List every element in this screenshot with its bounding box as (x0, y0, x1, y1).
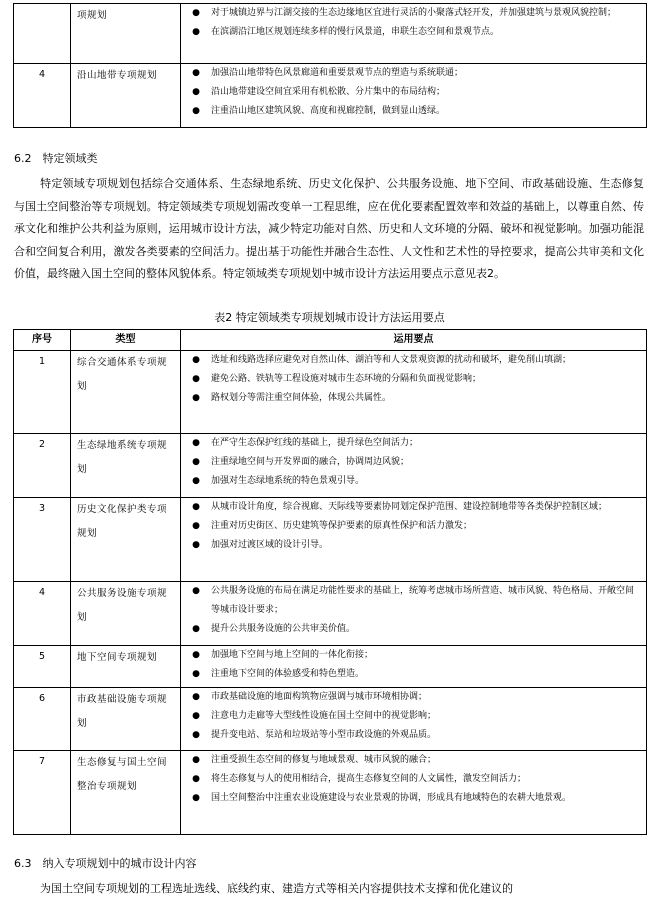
row-points (181, 646, 647, 688)
row-type: 历史文化保护类专项规划 (71, 498, 181, 582)
table-row (14, 688, 647, 751)
row-number: 7 (14, 751, 71, 835)
bullet-icon: ● (192, 355, 200, 365)
table-row (14, 4, 647, 64)
bullet-icon: ● (192, 106, 200, 116)
list-item: ● 注重绿地空间与开发界面的融合，协调周边风貌； (181, 453, 646, 472)
column-header: 运用要点 (181, 330, 647, 351)
section-paragraph: 为国土空间专项规划的工程选址选线、底线约束、建造方式等相关内容提供技术支撑和优化建议的 (40, 882, 513, 895)
table-row (14, 351, 647, 434)
row-type: 沿山地带专项规划 (71, 64, 181, 128)
column-header: 序号 (14, 330, 71, 351)
row-type: 综合交通体系专项规划 (71, 351, 181, 434)
bullet-icon: ● (192, 8, 200, 18)
list-item: ● 在滨湖沿江地区规划连续多样的慢行风景道，串联生态空间和景观节点。 (181, 23, 646, 42)
table-header-row (14, 330, 647, 351)
row-number: 4 (14, 582, 71, 646)
row-type: 生态绿地系统专项规划 (71, 434, 181, 498)
table-row (14, 498, 647, 582)
bullet-icon: ● (192, 457, 200, 467)
bullet-icon: ● (192, 692, 200, 702)
bullet-icon: ● (192, 393, 200, 403)
bullet-icon: ● (192, 711, 200, 721)
bullet-icon: ● (192, 476, 200, 486)
table-row (14, 64, 647, 128)
list-item: ● 对于城镇边界与江湖交接的生态边缘地区宜进行灵活的小聚落式轻开发，并加强建筑与景观风貌控制； (181, 4, 646, 23)
row-points (181, 498, 647, 582)
list-item: ● 选址和线路选择应避免对自然山体、湖泊等和人文景观资源的扰动和破坏，避免削山填湖； (181, 351, 646, 370)
section-heading: 6.2 特定领域类 (14, 152, 98, 165)
row-type: 生态修复与国土空间整治专项规划 (71, 751, 181, 835)
row-points (181, 582, 647, 646)
row-number: 6 (14, 688, 71, 751)
bullet-icon: ● (192, 540, 200, 550)
bullet-icon: ● (192, 27, 200, 37)
row-type: 公共服务设施专项规划 (71, 582, 181, 646)
table-row (14, 751, 647, 835)
bullet-icon: ● (192, 730, 200, 740)
list-item: ● 注重地下空间的体验感受和特色塑造。 (181, 665, 646, 684)
list-item: ● 市政基础设施的地面构筑物应强调与城市环境相协调； (181, 688, 646, 707)
bullet-icon: ● (192, 374, 200, 384)
row-points (181, 688, 647, 751)
list-item: ● 沿山地带建设空间宜采用有机松散、分片集中的布局结构； (181, 83, 646, 102)
row-points (181, 351, 647, 434)
bullet-icon: ● (192, 68, 200, 78)
list-item: ● 注重沿山地区建筑风貌、高度和视廊控制，做到显山透绿。 (181, 102, 646, 121)
bullet-icon: ● (192, 774, 200, 784)
list-item: ● 加强对过渡区域的设计引导。 (181, 536, 646, 555)
list-item: ● 加强对生态绿地系统的特色景观引导。 (181, 472, 646, 491)
bullet-icon: ● (192, 521, 200, 531)
list-item: ● 注重受损生态空间的修复与地域景观、城市风貌的融合； (181, 751, 646, 770)
row-points (181, 64, 647, 128)
row-number: 1 (14, 351, 71, 434)
list-item: ● 加强地下空间与地上空间的一体化衔接； (181, 646, 646, 665)
methods-table (13, 329, 647, 835)
section-paragraph: 特定领域专项规划包括综合交通体系、生态绿地系统、历史文化保护、公共服务设施、地下空间、市政基础设施、生态修复与国土空间整治等专项规划。特定领域类专项规划需改变单一工程思维，应在优化要素配置效率和效益的基础上，以尊重自然、传承文化和维护公共利益为原则，运用城市设计方法，减少特定功能对自然、历史和人文环境的分隔、破坏和视觉影响。加强功能混合和空间复合利用，激发各类要素的空间活力。提出基于功能性并融合生态性、人文性和艺术性的导控要求，提高公共审美和文化价值，最终融入国土空间的整体风貌体系。特定领域类专项规划中城市设计方法运用要点示意见表2。 (14, 177, 644, 280)
list-item: ● 在严守生态保护红线的基础上，提升绿色空间活力； (181, 434, 646, 453)
list-item: ● 从城市设计角度，综合视廊、天际线等要素协同划定保护范围、建设控制地带等各类保护控制区域； (181, 498, 646, 517)
list-item: ● 注意电力走廊等大型线性设施在国土空间中的视觉影响； (181, 707, 646, 726)
list-item: ● 公共服务设施的布局在满足功能性要求的基础上，统筹考虑城市场所营造、城市风貌、特色格局、开敞空间等城市设计要求； (181, 582, 646, 620)
row-points (181, 751, 647, 835)
list-item: ● 提升变电站、泵站和垃圾站等小型市政设施的外观品质。 (181, 726, 646, 745)
row-type: 市政基础设施专项规划 (71, 688, 181, 751)
row-points (181, 434, 647, 498)
row-type: 项规划 (71, 4, 181, 64)
bullet-icon: ● (192, 793, 200, 803)
row-number: 4 (14, 64, 71, 128)
bullet-icon: ● (192, 502, 200, 512)
row-type: 地下空间专项规划 (71, 646, 181, 688)
table-row (14, 582, 647, 646)
table-row (14, 646, 647, 688)
bullet-icon: ● (192, 755, 200, 765)
table-caption: 表2 特定领域类专项规划城市设计方法运用要点 (214, 311, 445, 324)
list-item: ● 避免公路、铁轨等工程设施对城市生态环境的分隔和负面视觉影响； (181, 370, 646, 389)
bullet-icon: ● (192, 87, 200, 97)
bullet-icon: ● (192, 438, 200, 448)
row-number: 2 (14, 434, 71, 498)
column-header: 类型 (71, 330, 181, 351)
row-number: 5 (14, 646, 71, 688)
continued-table (13, 3, 647, 128)
list-item: ● 注重对历史街区、历史建筑等保护要素的原真性保护和活力激发； (181, 517, 646, 536)
bullet-icon: ● (192, 650, 200, 660)
row-points (181, 4, 647, 64)
list-item: ● 提升公共服务设施的公共审美价值。 (181, 620, 646, 639)
list-item: ● 将生态修复与人的使用相结合，提高生态修复空间的人文属性，激发空间活力； (181, 770, 646, 789)
row-number (14, 4, 71, 64)
bullet-icon: ● (192, 624, 200, 634)
list-item: ● 国土空间整治中注重农业设施建设与农业景观的协调，形成具有地域特色的农耕大地景观。 (181, 789, 646, 808)
table-row (14, 434, 647, 498)
bullet-icon: ● (192, 586, 200, 596)
bullet-icon: ● (192, 669, 200, 679)
row-number: 3 (14, 498, 71, 582)
list-item: ● 加强沿山地带特色风景廊道和重要景观节点的塑造与系统联通； (181, 64, 646, 83)
list-item: ● 路权划分等需注重空间体验，体现公共属性。 (181, 389, 646, 408)
section-heading: 6.3 纳入专项规划中的城市设计内容 (14, 857, 197, 870)
